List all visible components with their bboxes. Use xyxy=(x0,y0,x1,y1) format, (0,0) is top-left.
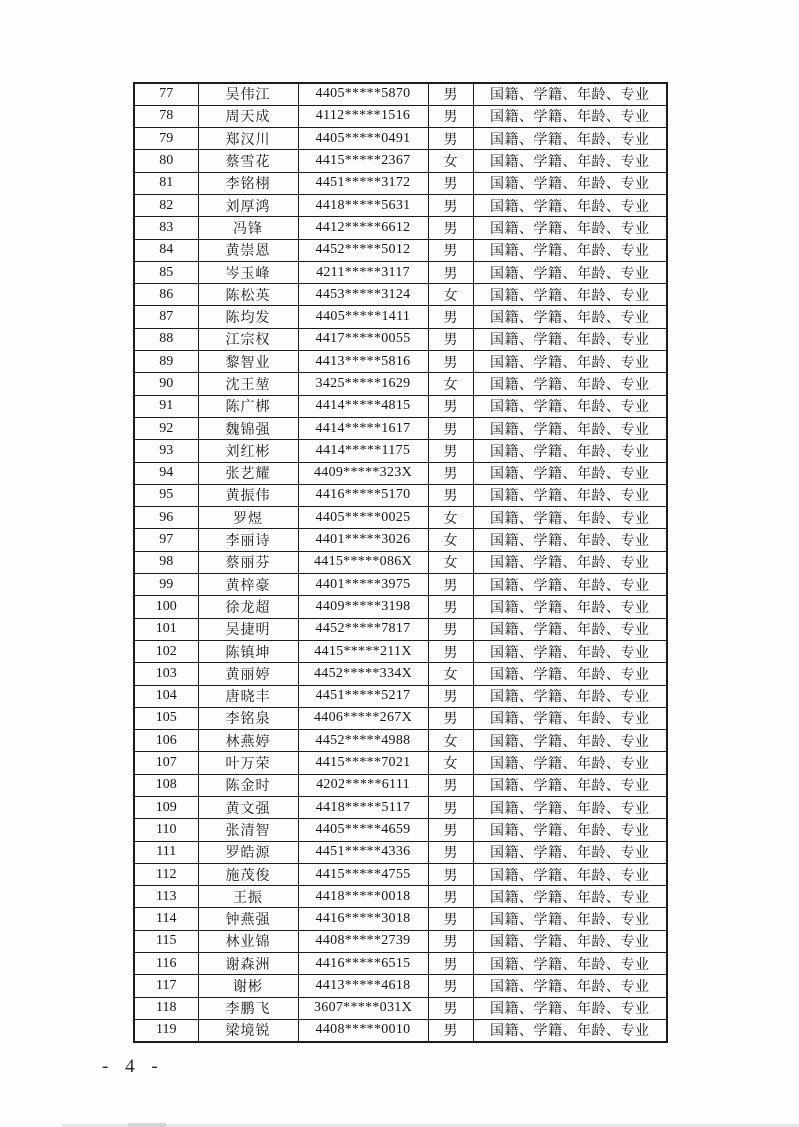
name-cell: 刘红彬 xyxy=(198,440,298,462)
table-row xyxy=(134,172,667,194)
gender-cell: 男 xyxy=(428,1019,473,1041)
id-number-cell: 4451*****3172 xyxy=(298,172,428,194)
check-items-cell: 国籍、学籍、年龄、专业 xyxy=(473,395,667,417)
row-number-cell: 88 xyxy=(134,328,198,350)
id-number-cell: 4414*****1175 xyxy=(298,440,428,462)
id-number-cell: 4452*****334X xyxy=(298,663,428,685)
check-items-cell: 国籍、学籍、年龄、专业 xyxy=(473,373,667,395)
check-items-cell: 国籍、学籍、年龄、专业 xyxy=(473,707,667,729)
row-number-cell: 82 xyxy=(134,194,198,216)
gender-cell: 男 xyxy=(428,930,473,952)
row-number-cell: 80 xyxy=(134,150,198,172)
row-number-cell: 107 xyxy=(134,752,198,774)
row-number-cell: 103 xyxy=(134,663,198,685)
row-number-cell: 97 xyxy=(134,529,198,551)
check-items-cell: 国籍、学籍、年龄、专业 xyxy=(473,908,667,930)
name-cell: 钟燕强 xyxy=(198,908,298,930)
gender-cell: 女 xyxy=(428,752,473,774)
table-row xyxy=(134,484,667,506)
check-items-cell: 国籍、学籍、年龄、专业 xyxy=(473,997,667,1019)
id-number-cell: 4418*****0018 xyxy=(298,886,428,908)
name-cell: 林业锦 xyxy=(198,930,298,952)
id-number-cell: 4401*****3026 xyxy=(298,529,428,551)
gender-cell: 男 xyxy=(428,618,473,640)
table-row xyxy=(134,150,667,172)
id-number-cell: 4415*****4755 xyxy=(298,863,428,885)
gender-cell: 男 xyxy=(428,351,473,373)
row-number-cell: 99 xyxy=(134,574,198,596)
table-row xyxy=(134,685,667,707)
gender-cell: 男 xyxy=(428,417,473,439)
id-number-cell: 4416*****6515 xyxy=(298,953,428,975)
id-number-cell: 4414*****1617 xyxy=(298,417,428,439)
table-row xyxy=(134,640,667,662)
table-row xyxy=(134,819,667,841)
name-cell: 岑玉峰 xyxy=(198,261,298,283)
gender-cell: 男 xyxy=(428,886,473,908)
check-items-cell: 国籍、学籍、年龄、专业 xyxy=(473,440,667,462)
id-number-cell: 4418*****5117 xyxy=(298,797,428,819)
table-row xyxy=(134,105,667,127)
check-items-cell: 国籍、学籍、年龄、专业 xyxy=(473,1019,667,1041)
name-cell: 叶万荣 xyxy=(198,752,298,774)
check-items-cell: 国籍、学籍、年龄、专业 xyxy=(473,596,667,618)
name-cell: 陈镇坤 xyxy=(198,640,298,662)
row-number-cell: 92 xyxy=(134,417,198,439)
id-number-cell: 4413*****4618 xyxy=(298,975,428,997)
table-row xyxy=(134,953,667,975)
verification-roster-table xyxy=(133,82,668,1043)
row-number-cell: 78 xyxy=(134,105,198,127)
gender-cell: 男 xyxy=(428,908,473,930)
check-items-cell: 国籍、学籍、年龄、专业 xyxy=(473,150,667,172)
gender-cell: 男 xyxy=(428,128,473,150)
name-cell: 黄丽婷 xyxy=(198,663,298,685)
check-items-cell: 国籍、学籍、年龄、专业 xyxy=(473,841,667,863)
check-items-cell: 国籍、学籍、年龄、专业 xyxy=(473,261,667,283)
row-number-cell: 101 xyxy=(134,618,198,640)
table-row xyxy=(134,841,667,863)
row-number-cell: 90 xyxy=(134,373,198,395)
row-number-cell: 81 xyxy=(134,172,198,194)
gender-cell: 男 xyxy=(428,484,473,506)
check-items-cell: 国籍、学籍、年龄、专业 xyxy=(473,128,667,150)
table-row xyxy=(134,886,667,908)
table-row xyxy=(134,997,667,1019)
row-number-cell: 112 xyxy=(134,863,198,885)
table-row xyxy=(134,351,667,373)
row-number-cell: 89 xyxy=(134,351,198,373)
table-row xyxy=(134,752,667,774)
table-row xyxy=(134,663,667,685)
check-items-cell: 国籍、学籍、年龄、专业 xyxy=(473,663,667,685)
gender-cell: 男 xyxy=(428,685,473,707)
table-row xyxy=(134,797,667,819)
check-items-cell: 国籍、学籍、年龄、专业 xyxy=(473,284,667,306)
id-number-cell: 4405*****0491 xyxy=(298,128,428,150)
gender-cell: 男 xyxy=(428,440,473,462)
check-items-cell: 国籍、学籍、年龄、专业 xyxy=(473,239,667,261)
table-row xyxy=(134,239,667,261)
name-cell: 王振 xyxy=(198,886,298,908)
check-items-cell: 国籍、学籍、年龄、专业 xyxy=(473,328,667,350)
gender-cell: 男 xyxy=(428,997,473,1019)
name-cell: 吴捷明 xyxy=(198,618,298,640)
table-row xyxy=(134,284,667,306)
gender-cell: 男 xyxy=(428,83,473,105)
table-row xyxy=(134,395,667,417)
table-row xyxy=(134,975,667,997)
id-number-cell: 4414*****4815 xyxy=(298,395,428,417)
id-number-cell: 4415*****7021 xyxy=(298,752,428,774)
table-row xyxy=(134,1019,667,1041)
check-items-cell: 国籍、学籍、年龄、专业 xyxy=(473,752,667,774)
id-number-cell: 4451*****4336 xyxy=(298,841,428,863)
check-items-cell: 国籍、学籍、年龄、专业 xyxy=(473,105,667,127)
name-cell: 刘厚鸿 xyxy=(198,194,298,216)
id-number-cell: 3607*****031X xyxy=(298,997,428,1019)
name-cell: 张清智 xyxy=(198,819,298,841)
check-items-cell: 国籍、学籍、年龄、专业 xyxy=(473,975,667,997)
row-number-cell: 114 xyxy=(134,908,198,930)
id-number-cell: 4452*****7817 xyxy=(298,618,428,640)
name-cell: 张艺耀 xyxy=(198,462,298,484)
row-number-cell: 104 xyxy=(134,685,198,707)
next-page-edge-dark-segment xyxy=(128,1123,166,1127)
table-row xyxy=(134,128,667,150)
id-number-cell: 4416*****5170 xyxy=(298,484,428,506)
check-items-cell: 国籍、学籍、年龄、专业 xyxy=(473,507,667,529)
name-cell: 李铭泉 xyxy=(198,707,298,729)
gender-cell: 女 xyxy=(428,663,473,685)
name-cell: 周天成 xyxy=(198,105,298,127)
gender-cell: 女 xyxy=(428,551,473,573)
name-cell: 陈金时 xyxy=(198,774,298,796)
row-number-cell: 115 xyxy=(134,930,198,952)
id-number-cell: 4415*****086X xyxy=(298,551,428,573)
table-row xyxy=(134,440,667,462)
table-row xyxy=(134,507,667,529)
table-row xyxy=(134,908,667,930)
id-number-cell: 4451*****5217 xyxy=(298,685,428,707)
name-cell: 李鹏飞 xyxy=(198,997,298,1019)
check-items-cell: 国籍、学籍、年龄、专业 xyxy=(473,618,667,640)
gender-cell: 男 xyxy=(428,306,473,328)
gender-cell: 男 xyxy=(428,797,473,819)
row-number-cell: 83 xyxy=(134,217,198,239)
gender-cell: 男 xyxy=(428,239,473,261)
table-row xyxy=(134,574,667,596)
id-number-cell: 4452*****4988 xyxy=(298,730,428,752)
page-number: - 4 - xyxy=(102,1056,164,1077)
name-cell: 黄文强 xyxy=(198,797,298,819)
gender-cell: 男 xyxy=(428,863,473,885)
gender-cell: 男 xyxy=(428,707,473,729)
check-items-cell: 国籍、学籍、年龄、专业 xyxy=(473,574,667,596)
name-cell: 黄梓豪 xyxy=(198,574,298,596)
row-number-cell: 85 xyxy=(134,261,198,283)
row-number-cell: 118 xyxy=(134,997,198,1019)
id-number-cell: 4418*****5631 xyxy=(298,194,428,216)
name-cell: 徐龙超 xyxy=(198,596,298,618)
roster-table-body xyxy=(134,83,667,1042)
gender-cell: 男 xyxy=(428,640,473,662)
name-cell: 沈王堃 xyxy=(198,373,298,395)
row-number-cell: 79 xyxy=(134,128,198,150)
id-number-cell: 4405*****5870 xyxy=(298,83,428,105)
row-number-cell: 95 xyxy=(134,484,198,506)
name-cell: 李铭栩 xyxy=(198,172,298,194)
name-cell: 谢森洲 xyxy=(198,953,298,975)
name-cell: 谢彬 xyxy=(198,975,298,997)
id-number-cell: 4405*****0025 xyxy=(298,507,428,529)
name-cell: 李丽诗 xyxy=(198,529,298,551)
id-number-cell: 4415*****2367 xyxy=(298,150,428,172)
row-number-cell: 86 xyxy=(134,284,198,306)
check-items-cell: 国籍、学籍、年龄、专业 xyxy=(473,417,667,439)
row-number-cell: 111 xyxy=(134,841,198,863)
name-cell: 陈广梆 xyxy=(198,395,298,417)
table-row xyxy=(134,194,667,216)
table-row xyxy=(134,83,667,105)
row-number-cell: 94 xyxy=(134,462,198,484)
gender-cell: 男 xyxy=(428,217,473,239)
id-number-cell: 4405*****1411 xyxy=(298,306,428,328)
table-row xyxy=(134,306,667,328)
name-cell: 罗皓源 xyxy=(198,841,298,863)
id-number-cell: 4112*****1516 xyxy=(298,105,428,127)
row-number-cell: 96 xyxy=(134,507,198,529)
row-number-cell: 113 xyxy=(134,886,198,908)
check-items-cell: 国籍、学籍、年龄、专业 xyxy=(473,953,667,975)
check-items-cell: 国籍、学籍、年龄、专业 xyxy=(473,529,667,551)
name-cell: 郑汉川 xyxy=(198,128,298,150)
id-number-cell: 4202*****6111 xyxy=(298,774,428,796)
row-number-cell: 87 xyxy=(134,306,198,328)
check-items-cell: 国籍、学籍、年龄、专业 xyxy=(473,797,667,819)
gender-cell: 男 xyxy=(428,462,473,484)
row-number-cell: 106 xyxy=(134,730,198,752)
gender-cell: 男 xyxy=(428,261,473,283)
row-number-cell: 108 xyxy=(134,774,198,796)
name-cell: 吴伟江 xyxy=(198,83,298,105)
name-cell: 陈松英 xyxy=(198,284,298,306)
gender-cell: 男 xyxy=(428,105,473,127)
check-items-cell: 国籍、学籍、年龄、专业 xyxy=(473,640,667,662)
row-number-cell: 109 xyxy=(134,797,198,819)
gender-cell: 男 xyxy=(428,194,473,216)
id-number-cell: 4408*****2739 xyxy=(298,930,428,952)
gender-cell: 女 xyxy=(428,507,473,529)
check-items-cell: 国籍、学籍、年龄、专业 xyxy=(473,83,667,105)
name-cell: 罗煜 xyxy=(198,507,298,529)
gender-cell: 女 xyxy=(428,150,473,172)
table-row xyxy=(134,618,667,640)
id-number-cell: 4453*****3124 xyxy=(298,284,428,306)
name-cell: 陈均发 xyxy=(198,306,298,328)
name-cell: 唐晓丰 xyxy=(198,685,298,707)
gender-cell: 男 xyxy=(428,574,473,596)
row-number-cell: 105 xyxy=(134,707,198,729)
table-row xyxy=(134,328,667,350)
name-cell: 蔡雪花 xyxy=(198,150,298,172)
id-number-cell: 4408*****0010 xyxy=(298,1019,428,1041)
check-items-cell: 国籍、学籍、年龄、专业 xyxy=(473,462,667,484)
check-items-cell: 国籍、学籍、年龄、专业 xyxy=(473,351,667,373)
id-number-cell: 4412*****6612 xyxy=(298,217,428,239)
check-items-cell: 国籍、学籍、年龄、专业 xyxy=(473,306,667,328)
gender-cell: 男 xyxy=(428,328,473,350)
id-number-cell: 4405*****4659 xyxy=(298,819,428,841)
row-number-cell: 84 xyxy=(134,239,198,261)
name-cell: 冯锋 xyxy=(198,217,298,239)
id-number-cell: 4401*****3975 xyxy=(298,574,428,596)
gender-cell: 男 xyxy=(428,841,473,863)
check-items-cell: 国籍、学籍、年龄、专业 xyxy=(473,774,667,796)
check-items-cell: 国籍、学籍、年龄、专业 xyxy=(473,484,667,506)
name-cell: 梁境锐 xyxy=(198,1019,298,1041)
gender-cell: 男 xyxy=(428,953,473,975)
id-number-cell: 4211*****3117 xyxy=(298,261,428,283)
table-row xyxy=(134,373,667,395)
check-items-cell: 国籍、学籍、年龄、专业 xyxy=(473,194,667,216)
row-number-cell: 110 xyxy=(134,819,198,841)
row-number-cell: 93 xyxy=(134,440,198,462)
id-number-cell: 4413*****5816 xyxy=(298,351,428,373)
check-items-cell: 国籍、学籍、年龄、专业 xyxy=(473,819,667,841)
row-number-cell: 100 xyxy=(134,596,198,618)
row-number-cell: 117 xyxy=(134,975,198,997)
gender-cell: 男 xyxy=(428,395,473,417)
row-number-cell: 119 xyxy=(134,1019,198,1041)
table-row xyxy=(134,707,667,729)
id-number-cell: 4406*****267X xyxy=(298,707,428,729)
row-number-cell: 91 xyxy=(134,395,198,417)
gender-cell: 男 xyxy=(428,774,473,796)
name-cell: 江宗权 xyxy=(198,328,298,350)
id-number-cell: 4416*****3018 xyxy=(298,908,428,930)
gender-cell: 男 xyxy=(428,172,473,194)
row-number-cell: 98 xyxy=(134,551,198,573)
check-items-cell: 国籍、学籍、年龄、专业 xyxy=(473,930,667,952)
name-cell: 蔡丽芬 xyxy=(198,551,298,573)
table-row xyxy=(134,596,667,618)
name-cell: 魏锦强 xyxy=(198,417,298,439)
table-row xyxy=(134,930,667,952)
name-cell: 黎智业 xyxy=(198,351,298,373)
check-items-cell: 国籍、学籍、年龄、专业 xyxy=(473,730,667,752)
id-number-cell: 4409*****3198 xyxy=(298,596,428,618)
gender-cell: 男 xyxy=(428,819,473,841)
name-cell: 黄崇恩 xyxy=(198,239,298,261)
table-row xyxy=(134,774,667,796)
table-row xyxy=(134,417,667,439)
name-cell: 黄振伟 xyxy=(198,484,298,506)
name-cell: 林燕婷 xyxy=(198,730,298,752)
check-items-cell: 国籍、学籍、年龄、专业 xyxy=(473,172,667,194)
table-row xyxy=(134,863,667,885)
table-row xyxy=(134,551,667,573)
table-row xyxy=(134,730,667,752)
id-number-cell: 4415*****211X xyxy=(298,640,428,662)
check-items-cell: 国籍、学籍、年龄、专业 xyxy=(473,551,667,573)
gender-cell: 女 xyxy=(428,284,473,306)
gender-cell: 女 xyxy=(428,373,473,395)
gender-cell: 女 xyxy=(428,730,473,752)
check-items-cell: 国籍、学籍、年龄、专业 xyxy=(473,685,667,707)
check-items-cell: 国籍、学籍、年龄、专业 xyxy=(473,217,667,239)
id-number-cell: 4452*****5012 xyxy=(298,239,428,261)
id-number-cell: 4417*****0055 xyxy=(298,328,428,350)
check-items-cell: 国籍、学籍、年龄、专业 xyxy=(473,863,667,885)
id-number-cell: 3425*****1629 xyxy=(298,373,428,395)
row-number-cell: 77 xyxy=(134,83,198,105)
row-number-cell: 116 xyxy=(134,953,198,975)
table-row xyxy=(134,217,667,239)
table-row xyxy=(134,462,667,484)
table-row xyxy=(134,261,667,283)
id-number-cell: 4409*****323X xyxy=(298,462,428,484)
check-items-cell: 国籍、学籍、年龄、专业 xyxy=(473,886,667,908)
gender-cell: 男 xyxy=(428,975,473,997)
table-row xyxy=(134,529,667,551)
row-number-cell: 102 xyxy=(134,640,198,662)
gender-cell: 男 xyxy=(428,596,473,618)
gender-cell: 女 xyxy=(428,529,473,551)
name-cell: 施茂俊 xyxy=(198,863,298,885)
